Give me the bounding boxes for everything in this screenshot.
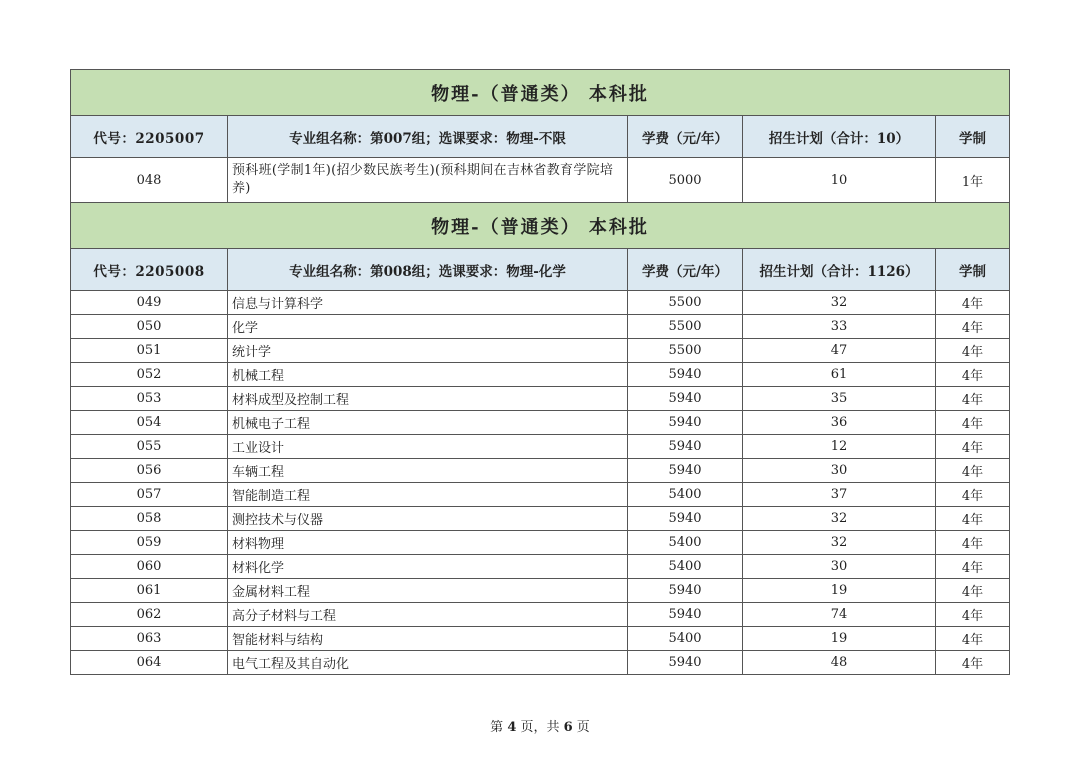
enrollment-count-cell: 10 <box>743 158 936 203</box>
major-code-cell: 056 <box>71 459 228 483</box>
tuition-header: 学费（元/年） <box>628 116 743 158</box>
tuition-cell: 5500 <box>628 315 743 339</box>
duration-cell: 4年 <box>936 627 1010 651</box>
duration-header: 学制 <box>936 116 1010 158</box>
major-code-cell: 063 <box>71 627 228 651</box>
duration-cell: 4年 <box>936 339 1010 363</box>
major-code-cell: 052 <box>71 363 228 387</box>
footer-suffix: 页 <box>572 720 590 735</box>
enrollment-count-cell: 61 <box>743 363 936 387</box>
major-name-cell: 智能制造工程 <box>228 483 628 507</box>
major-code-cell: 051 <box>71 339 228 363</box>
major-name-cell: 工业设计 <box>228 435 628 459</box>
tuition-cell: 5500 <box>628 291 743 315</box>
duration-cell: 4年 <box>936 315 1010 339</box>
tuition-header: 学费（元/年） <box>628 249 743 291</box>
duration-cell: 4年 <box>936 411 1010 435</box>
major-code-cell: 049 <box>71 291 228 315</box>
enrollment-count-cell: 19 <box>743 579 936 603</box>
tuition-cell: 5940 <box>628 459 743 483</box>
tuition-cell: 5940 <box>628 411 743 435</box>
section-title-row <box>71 70 1010 116</box>
duration-cell: 4年 <box>936 363 1010 387</box>
tuition-cell: 5940 <box>628 651 743 675</box>
footer-middle: 页，共 <box>516 720 564 735</box>
enrollment-count-cell: 32 <box>743 291 936 315</box>
table-row <box>71 291 1010 315</box>
duration-header: 学制 <box>936 249 1010 291</box>
table-row <box>71 411 1010 435</box>
table-row <box>71 603 1010 627</box>
duration-cell: 4年 <box>936 387 1010 411</box>
major-code-cell: 062 <box>71 603 228 627</box>
group-requirement-header: 专业组名称：第008组；选课要求：物理-化学 <box>228 249 628 291</box>
table-row <box>71 387 1010 411</box>
tuition-cell: 5400 <box>628 483 743 507</box>
major-code-cell: 058 <box>71 507 228 531</box>
tuition-cell: 5000 <box>628 158 743 203</box>
major-name-cell: 统计学 <box>228 339 628 363</box>
enrollment-count-cell: 32 <box>743 507 936 531</box>
tuition-cell: 5940 <box>628 363 743 387</box>
major-code-cell: 057 <box>71 483 228 507</box>
enrollment-count-cell: 19 <box>743 627 936 651</box>
table-row <box>71 315 1010 339</box>
current-page-number: 4 <box>507 720 517 735</box>
duration-cell: 4年 <box>936 483 1010 507</box>
enrollment-count-cell: 35 <box>743 387 936 411</box>
tuition-cell: 5400 <box>628 531 743 555</box>
enrollment-count-cell: 30 <box>743 555 936 579</box>
enrollment-count-cell: 48 <box>743 651 936 675</box>
tuition-cell: 5940 <box>628 507 743 531</box>
major-name-cell: 测控技术与仪器 <box>228 507 628 531</box>
major-code-cell: 055 <box>71 435 228 459</box>
total-page-count: 6 <box>563 720 573 735</box>
tuition-cell: 5400 <box>628 555 743 579</box>
major-name-cell: 金属材料工程 <box>228 579 628 603</box>
table-row <box>71 339 1010 363</box>
major-name-cell: 高分子材料与工程 <box>228 603 628 627</box>
table-row <box>71 579 1010 603</box>
section-title: 物理-（普通类） 本科批 <box>71 70 1010 116</box>
duration-cell: 4年 <box>936 435 1010 459</box>
major-name-cell: 电气工程及其自动化 <box>228 651 628 675</box>
major-code-cell: 048 <box>71 158 228 203</box>
section-title: 物理-（普通类） 本科批 <box>71 203 1010 249</box>
enrollment-count-cell: 37 <box>743 483 936 507</box>
tuition-cell: 5400 <box>628 627 743 651</box>
enrollment-plan-header: 招生计划（合计：1126） <box>743 249 936 291</box>
major-name-cell: 车辆工程 <box>228 459 628 483</box>
table-row <box>71 531 1010 555</box>
table-row <box>71 363 1010 387</box>
major-code-cell: 054 <box>71 411 228 435</box>
table-row <box>71 555 1010 579</box>
table-body <box>71 70 1010 675</box>
footer-prefix: 第 <box>490 720 508 735</box>
duration-cell: 4年 <box>936 651 1010 675</box>
enrollment-count-cell: 12 <box>743 435 936 459</box>
duration-cell: 4年 <box>936 603 1010 627</box>
table-row <box>71 459 1010 483</box>
tuition-cell: 5940 <box>628 435 743 459</box>
duration-cell: 4年 <box>936 507 1010 531</box>
table-row <box>71 627 1010 651</box>
enrollment-count-cell: 30 <box>743 459 936 483</box>
admission-plan-table <box>70 69 1010 675</box>
major-code-cell: 053 <box>71 387 228 411</box>
tuition-cell: 5940 <box>628 579 743 603</box>
major-name-cell: 化学 <box>228 315 628 339</box>
section-title-row <box>71 203 1010 249</box>
tuition-cell: 5500 <box>628 339 743 363</box>
tuition-cell: 5940 <box>628 387 743 411</box>
group-header-row <box>71 116 1010 158</box>
major-name-cell: 机械电子工程 <box>228 411 628 435</box>
enrollment-count-cell: 74 <box>743 603 936 627</box>
major-code-cell: 061 <box>71 579 228 603</box>
duration-cell: 4年 <box>936 291 1010 315</box>
table-row <box>71 507 1010 531</box>
group-requirement-header: 专业组名称：第007组；选课要求：物理-不限 <box>228 116 628 158</box>
tuition-cell: 5940 <box>628 603 743 627</box>
enrollment-count-cell: 32 <box>743 531 936 555</box>
major-name-cell: 机械工程 <box>228 363 628 387</box>
major-code-cell: 059 <box>71 531 228 555</box>
major-name-cell: 材料成型及控制工程 <box>228 387 628 411</box>
duration-cell: 4年 <box>936 555 1010 579</box>
enrollment-count-cell: 33 <box>743 315 936 339</box>
table-row <box>71 158 1010 203</box>
major-code-cell: 050 <box>71 315 228 339</box>
major-name-cell: 信息与计算科学 <box>228 291 628 315</box>
group-header-row <box>71 249 1010 291</box>
major-name-cell: 材料化学 <box>228 555 628 579</box>
enrollment-plan-header: 招生计划（合计：10） <box>743 116 936 158</box>
table-row <box>71 483 1010 507</box>
major-code-cell: 064 <box>71 651 228 675</box>
enrollment-count-cell: 36 <box>743 411 936 435</box>
major-name-cell: 材料物理 <box>228 531 628 555</box>
table-row <box>71 435 1010 459</box>
table-row <box>71 651 1010 675</box>
enrollment-count-cell: 47 <box>743 339 936 363</box>
duration-cell: 4年 <box>936 459 1010 483</box>
duration-cell: 1年 <box>936 158 1010 203</box>
page-footer <box>0 716 1080 735</box>
major-name-cell: 智能材料与结构 <box>228 627 628 651</box>
duration-cell: 4年 <box>936 579 1010 603</box>
duration-cell: 4年 <box>936 531 1010 555</box>
group-code-header: 代号：2205008 <box>71 249 228 291</box>
group-code-header: 代号：2205007 <box>71 116 228 158</box>
major-code-cell: 060 <box>71 555 228 579</box>
major-name-cell: 预科班(学制1年)(招少数民族考生)(预科期间在吉林省教育学院培养) <box>228 158 628 203</box>
